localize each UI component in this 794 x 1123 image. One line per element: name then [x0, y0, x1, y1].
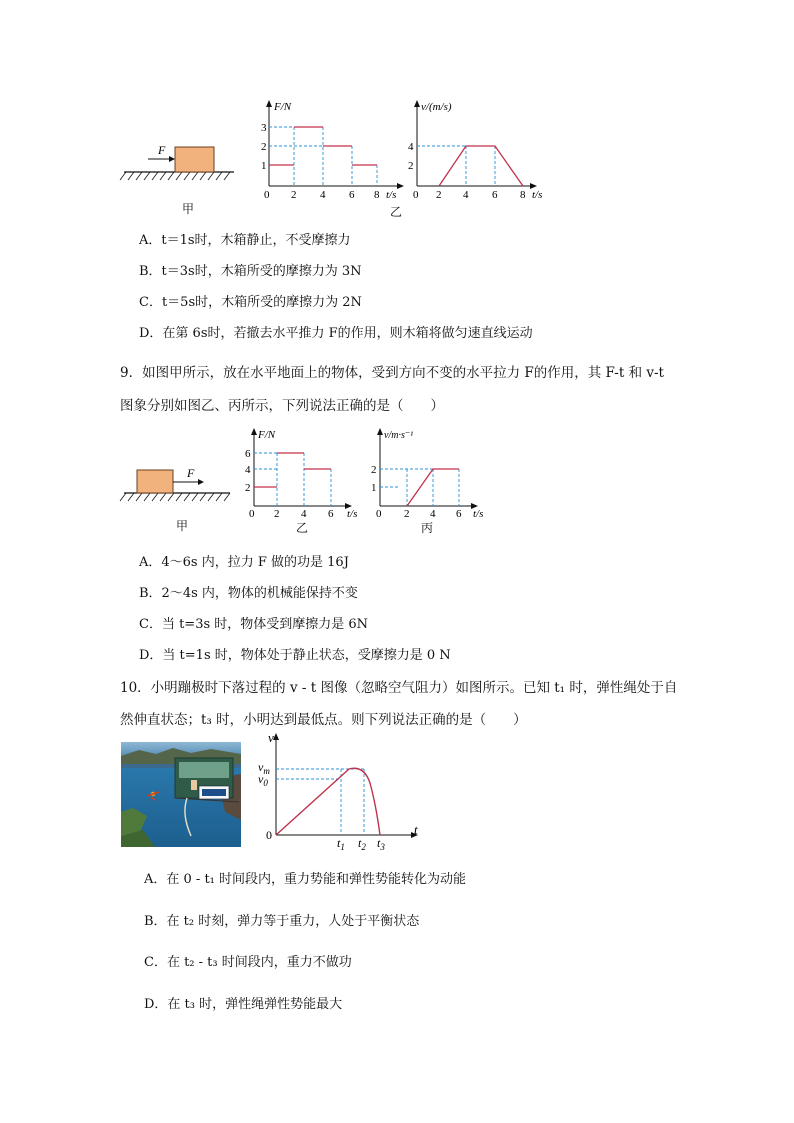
- q9-stem-line2: 图象分别如图乙、丙所示，下列说法正确的是（ ）: [120, 398, 444, 414]
- svg-text:v/(m/s): v/(m/s): [421, 101, 452, 113]
- svg-text:t1: $t_1$: [337, 836, 345, 852]
- svg-text:2: 2: [408, 160, 414, 172]
- svg-text:6: 6: [328, 508, 334, 520]
- q10-vt-graph: [254, 727, 434, 855]
- svg-text:6: 6: [245, 448, 251, 460]
- q9-option-c[interactable]: C．当 t=3s 时，物体受到摩擦力是 6N: [139, 617, 369, 632]
- q8-caption-yi: 乙: [390, 205, 403, 219]
- q10-option-b[interactable]: B．在 t₂ 时刻，弹力等于重力，人处于平衡状态: [144, 914, 420, 929]
- q9-option-a[interactable]: A．4～6s 内，拉力 F 做的功是 16J: [139, 555, 349, 570]
- box: [175, 147, 214, 172]
- svg-text:2: 2: [371, 464, 377, 476]
- svg-text:8: 8: [374, 189, 380, 201]
- svg-text:4: 4: [245, 464, 251, 476]
- q10-stem-line1: 10．小明蹦极时下落过程的 v - t 图像（忽略空气阻力）如图所示。已知 t₁ 时，弹性绳处于自: [120, 680, 678, 696]
- force-label: F: [187, 466, 195, 480]
- svg-text:6: 6: [492, 189, 498, 201]
- svg-text:8: 8: [520, 189, 526, 201]
- q8-ft-graph: [255, 98, 415, 202]
- bungee-photo: [121, 742, 241, 847]
- svg-text:v0: $v_0$: [258, 772, 268, 788]
- svg-text:F/N: F/N: [258, 429, 276, 441]
- q9-caption-yi: 乙: [296, 521, 309, 535]
- svg-text:0: 0: [249, 508, 255, 520]
- box: [137, 470, 173, 493]
- svg-text:v: v: [268, 730, 274, 745]
- q9-caption-bing: 丙: [421, 521, 434, 535]
- svg-text:2: 2: [291, 189, 297, 201]
- q10-option-d[interactable]: D．在 t₃ 时，弹性绳弹性势能最大: [144, 997, 343, 1012]
- svg-text:0: 0: [376, 508, 382, 520]
- q9-option-b[interactable]: B．2～4s 内，物体的机械能保持不变: [139, 586, 358, 601]
- svg-text:t: t: [414, 822, 418, 837]
- svg-text:t3: $t_3$: [377, 836, 385, 852]
- svg-text:F/N: F/N: [274, 101, 292, 113]
- svg-text:t/s: t/s: [532, 189, 543, 201]
- svg-text:vm: $v_m$: [258, 760, 270, 776]
- svg-text:v/m·s⁻¹: v/m·s⁻¹: [384, 430, 414, 441]
- svg-text:t2: $t_2$: [358, 836, 366, 852]
- q9-option-d[interactable]: D．当 t=1s 时，物体处于静止状态，受摩擦力是 0 N: [139, 648, 451, 663]
- q10-option-a[interactable]: A．在 0 - t₁ 时间段内，重力势能和弹性势能转化为动能: [144, 872, 467, 887]
- svg-text:2: 2: [274, 508, 280, 520]
- q9-caption-jia: 甲: [176, 519, 189, 533]
- q8-option-b[interactable]: B．t＝3s时，木箱所受的摩擦力为 3N: [139, 264, 362, 279]
- svg-text:1: 1: [371, 482, 377, 494]
- svg-text:4: 4: [408, 141, 414, 153]
- svg-text:3: 3: [261, 122, 267, 134]
- q8-option-a[interactable]: A．t＝1s时，木箱静止，不受摩擦力: [139, 233, 351, 248]
- svg-text:t/s: t/s: [473, 508, 484, 520]
- q8-option-d[interactable]: D．在第 6s时，若撤去水平推力 F的作用，则木箱将做匀速直线运动: [139, 326, 533, 341]
- q10-stem-line2: 然伸直状态；t₃ 时，小明达到最低点。则下列说法正确的是（ ）: [120, 712, 527, 728]
- q9-stem-line1: 9．如图甲所示，放在水平地面上的物体，受到方向不变的水平拉力 F的作用，其 F-t 和 v-t: [120, 365, 664, 381]
- svg-text:2: 2: [261, 141, 267, 153]
- svg-text:2: 2: [404, 508, 410, 520]
- svg-text:4: 4: [320, 189, 326, 201]
- q8-box-figure: [118, 138, 240, 182]
- force-label: F: [158, 143, 166, 157]
- svg-text:2: 2: [436, 189, 442, 201]
- svg-text:0: 0: [413, 189, 419, 201]
- svg-text:4: 4: [463, 189, 469, 201]
- q8-vt-graph: [405, 98, 555, 202]
- svg-text:0: 0: [264, 189, 270, 201]
- svg-text:2: 2: [245, 482, 251, 494]
- svg-text:t/s: t/s: [347, 508, 358, 520]
- q9-box-figure: [118, 462, 238, 506]
- q8-caption-jia: 甲: [182, 202, 195, 216]
- svg-text:t/s: t/s: [386, 189, 397, 201]
- svg-text:1: 1: [261, 160, 267, 172]
- q8-option-c[interactable]: C．t＝5s时，木箱所受的摩擦力为 2N: [139, 295, 362, 310]
- svg-text:6: 6: [456, 508, 462, 520]
- q9-ft-graph: [240, 424, 370, 520]
- q9-vt-graph: [368, 424, 498, 520]
- svg-text:0: 0: [266, 828, 272, 842]
- svg-text:4: 4: [430, 508, 436, 520]
- q10-option-c[interactable]: C．在 t₂ - t₃ 时间段内，重力不做功: [144, 955, 352, 970]
- svg-text:4: 4: [301, 508, 307, 520]
- svg-text:6: 6: [349, 189, 355, 201]
